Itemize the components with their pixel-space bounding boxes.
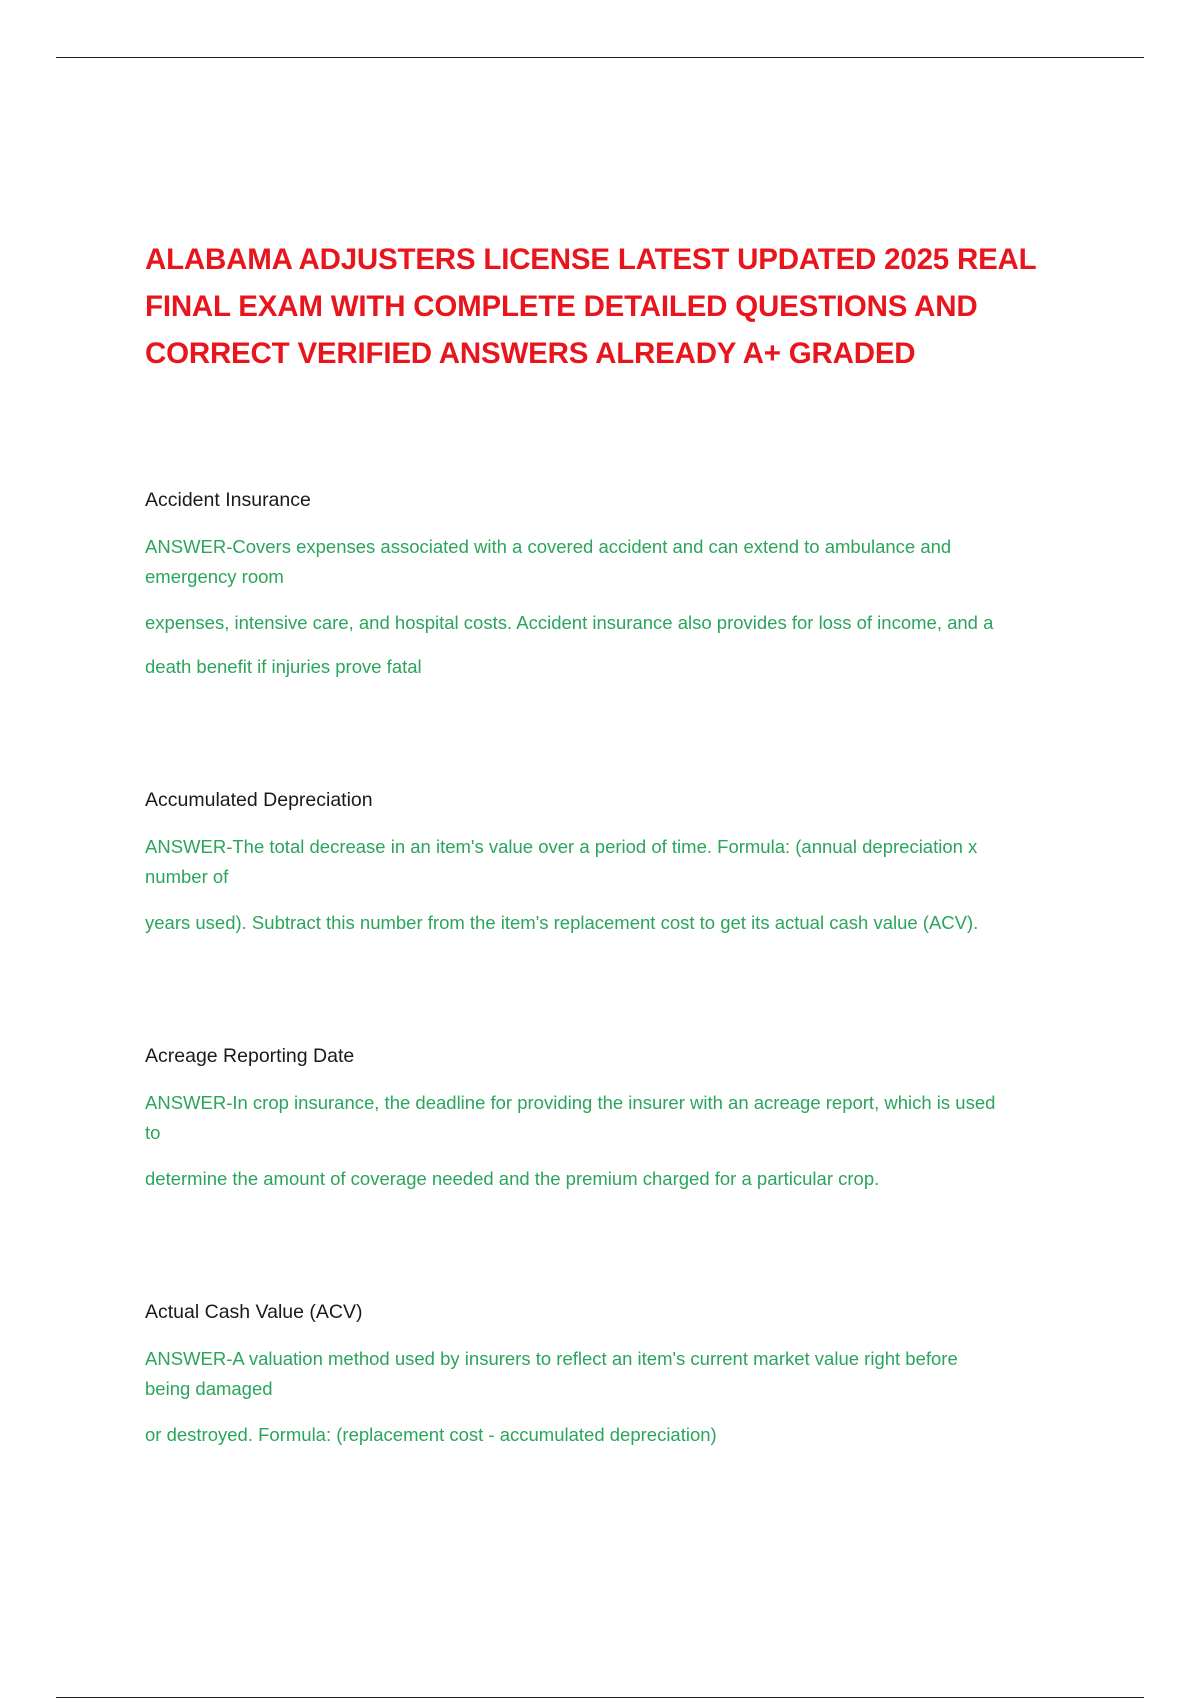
answer-line: emergency room — [145, 566, 284, 587]
answer-line: years used). Subtract this number from the item's replacement cost to get its actual cash value (ACV). — [145, 912, 979, 933]
document-title — [145, 236, 1105, 377]
answer-line: determine the amount of coverage needed and the premium charged for a particular crop. — [145, 1168, 880, 1189]
answer-line: to — [145, 1122, 161, 1143]
qa-entry-accumulated-depreciation — [145, 788, 1085, 938]
term-heading: Accumulated Depreciation — [145, 789, 373, 811]
answer-line: being damaged — [145, 1378, 273, 1399]
answer-line: expenses, intensive care, and hospital costs. Accident insurance also provides for loss of income, and a — [145, 612, 994, 633]
qa-entry-accident-insurance — [145, 488, 1085, 682]
answer-line: ANSWER-In crop insurance, the deadline for providing the insurer with an acreage report, which is used — [145, 1092, 996, 1113]
answer-line: ANSWER-The total decrease in an item's value over a period of time. Formula: (annual depreciation x — [145, 836, 978, 857]
term-heading: Accident Insurance — [145, 489, 311, 511]
bottom-rule — [56, 1697, 1144, 1698]
answer-line: ANSWER-A valuation method used by insurers to reflect an item's current market value right before — [145, 1348, 958, 1369]
qa-entry-acreage-reporting-date — [145, 1044, 1085, 1194]
top-rule — [56, 57, 1144, 58]
term-heading: Acreage Reporting Date — [145, 1045, 355, 1067]
title-line: FINAL EXAM WITH COMPLETE DETAILED QUESTIONS AND — [145, 290, 978, 323]
answer-line: number of — [145, 866, 229, 887]
answer-line: death benefit if injuries prove fatal — [145, 656, 422, 677]
answer-line: ANSWER-Covers expenses associated with a covered accident and can extend to ambulance and — [145, 536, 952, 557]
answer-line: or destroyed. Formula: (replacement cost - accumulated depreciation) — [145, 1424, 717, 1445]
title-line: ALABAMA ADJUSTERS LICENSE LATEST UPDATED 2025 REAL — [145, 243, 1037, 276]
qa-entry-actual-cash-value — [145, 1300, 1085, 1450]
term-heading: Actual Cash Value (ACV) — [145, 1301, 363, 1323]
title-line: CORRECT VERIFIED ANSWERS ALREADY A+ GRADED — [145, 337, 916, 370]
